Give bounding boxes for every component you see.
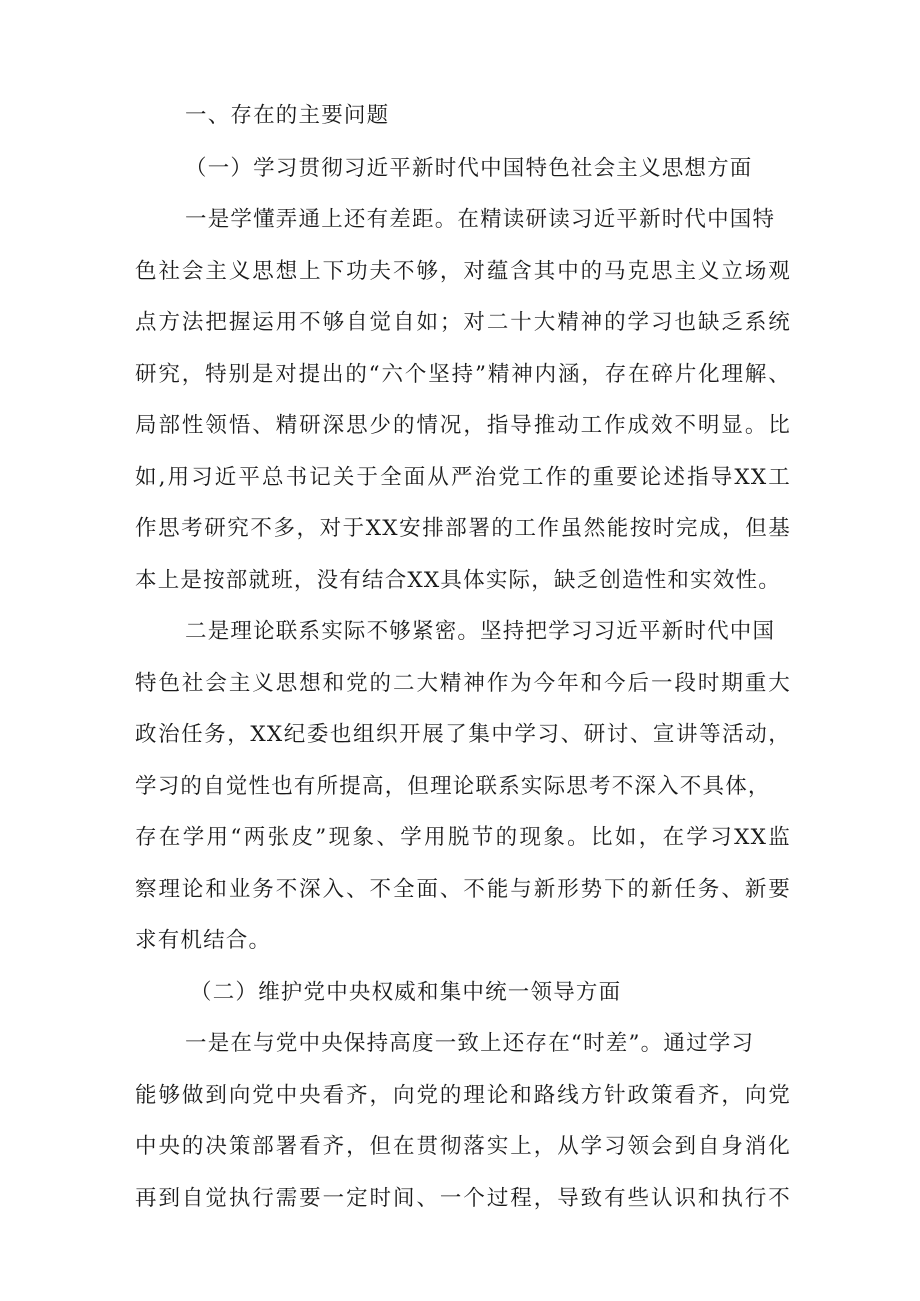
paragraph-line: 本上是按部就班，没有结合XX具体实际，缺乏创造性和实效性。 [135, 568, 781, 593]
subsection-heading-1: （一）学习贯彻习近平新时代中国特色社会主义思想方面 [185, 156, 753, 181]
paragraph-line: 察理论和业务不深入、不全面、不能与新形势下的新任务、新要 [135, 877, 791, 902]
paragraph-line: 再到自觉执行需要一定时间、一个过程，导致有些认识和执行不 [135, 1186, 791, 1211]
paragraph-line: 二是理论联系实际不够紧密。坚持把学习习近平新时代中国 [185, 619, 776, 644]
paragraph-line: 局部性领悟、精研深思少的情况，指导推动工作成效不明显。比 [135, 413, 791, 438]
paragraph-line: 存在学用“两张皮”现象、学用脱节的现象。比如，在学习XX监 [135, 825, 791, 850]
paragraph-line: 一是学懂弄通上还有差距。在精读研读习近平新时代中国特 [185, 207, 776, 232]
section-heading: 一、存在的主要问题 [185, 103, 390, 128]
paragraph-line: 一是在与党中央保持高度一致上还存在“时差”。通过学习 [185, 1031, 755, 1056]
paragraph-line: 研究，特别是对提出的“六个坚持”精神内涵，存在碎片化理解、 [135, 362, 791, 387]
paragraph-line: 如,用习近平总书记关于全面从严治党工作的重要论述指导XX工 [135, 465, 791, 490]
paragraph-line: 政治任务，XX纪委也组织开展了集中学习、研讨、宣讲等活动， [135, 722, 791, 747]
subsection-heading-2: （二）维护党中央权威和集中统一领导方面 [190, 980, 622, 1005]
paragraph-line: 点方法把握运用不够自觉自如；对二十大精神的学习也缺乏系统 [135, 310, 791, 335]
paragraph-line: 中央的决策部署看齐，但在贯彻落实上，从学习领会到自身消化 [135, 1134, 791, 1159]
paragraph-line: 作思考研究不多，对于XX安排部署的工作虽然能按时完成，但基 [135, 516, 791, 541]
paragraph-line: 特色社会主义思想和党的二大精神作为今年和今后一段时期重大 [135, 671, 791, 696]
paragraph-line: 求有机结合。 [135, 928, 272, 953]
paragraph-line: 色社会主义思想上下功夫不够，对蕴含其中的马克思主义立场观 [135, 259, 791, 284]
paragraph-line: 能够做到向党中央看齐，向党的理论和路线方针政策看齐，向党 [135, 1083, 791, 1108]
paragraph-line: 学习的自觉性也有所提高，但理论联系实际思考不深入不具体， [135, 774, 771, 799]
